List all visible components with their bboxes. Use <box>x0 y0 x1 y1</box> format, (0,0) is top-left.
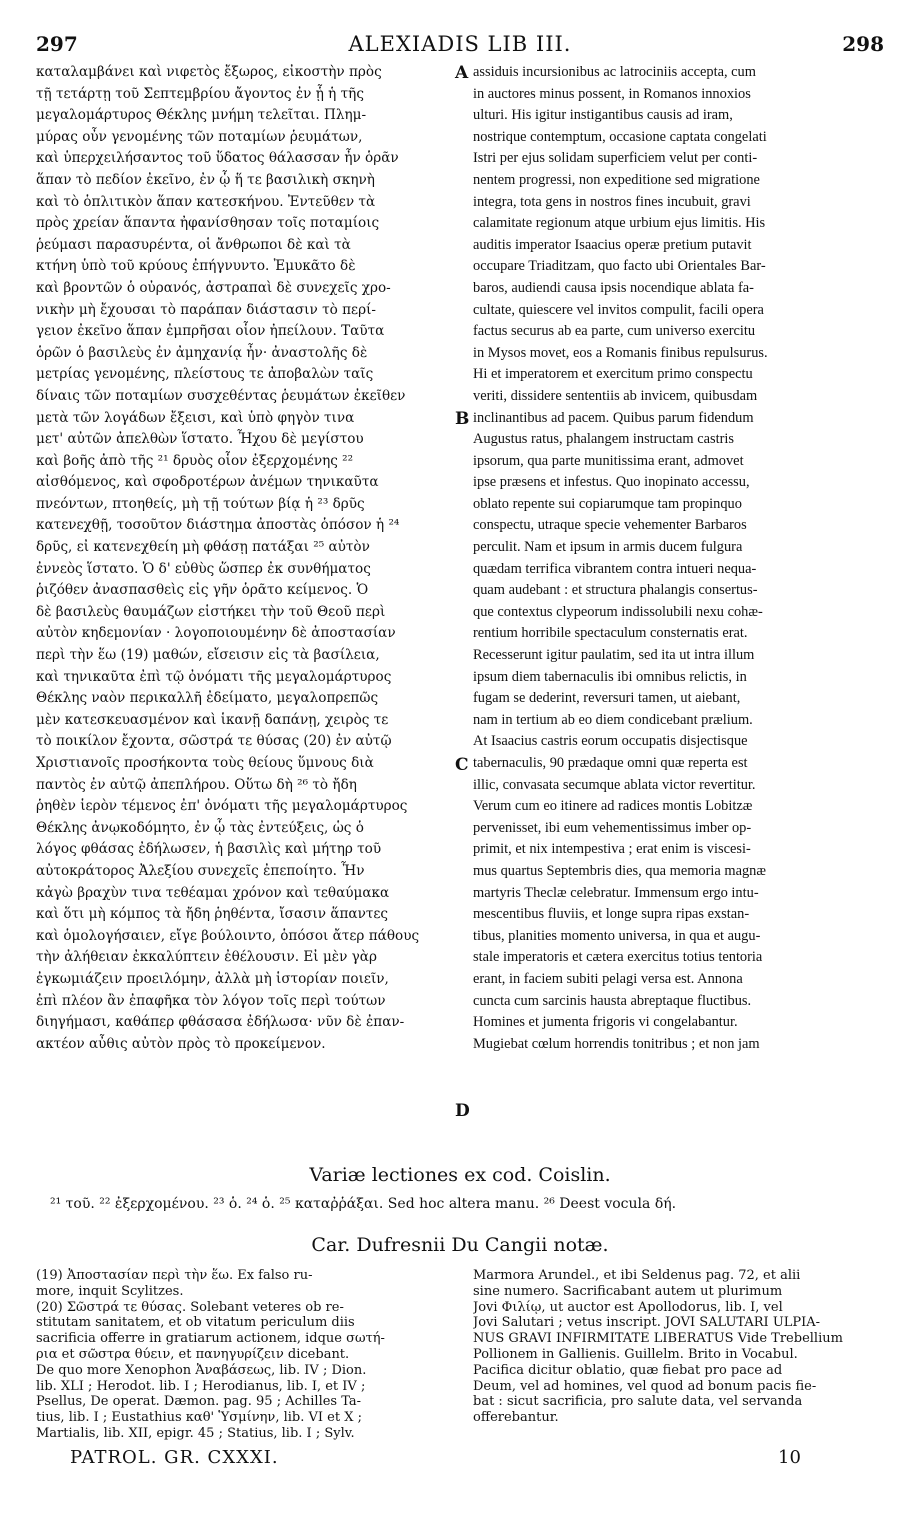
note-line: Deum, vel ad homines, vel quod ad bonum pacis fie- <box>473 1378 817 1394</box>
note-line: Psellus, De operat. Dæmon. pag. 95 ; Achilles Ta- <box>36 1394 362 1410</box>
latin-text-line: quædam terrifica vibrantem contra intueri nequa- <box>473 560 757 577</box>
note-line: lib. XLI ; Herodot. lib. I ; Herodianus, lib. I, et IV ; <box>36 1378 366 1394</box>
greek-text-line: μετὰ τῶν λογάδων ἔξεισι, καὶ ὑπὸ φηγὸν τινα <box>36 409 355 426</box>
greek-text-line: ὁρῶν ὁ βασιλεὺς ἐν ἀμηχανίᾳ ἦν· ἀναστολῆς δὲ <box>36 344 368 361</box>
latin-text-line: Augustus ratus, phalangem instructam castris <box>473 431 734 448</box>
note-line: sacrificia offerre in gratiarum actionem, idque σωτή- <box>36 1331 385 1347</box>
latin-text-line: illic, convasata secumque ablata victor revertitur. <box>473 776 756 793</box>
greek-text-line: Θέκλης ἀνῳκοδόμητο, ἐν ᾧ τὰς ἐντεύξεις, ὡς ὁ <box>36 819 364 836</box>
variae-text: ²¹ τοῦ. ²² ἐξερχομένου. ²³ ὁ. ²⁴ ὁ. ²⁵ καταῤῥάξαι. Sed hoc altera manu. ²⁶ Deest vocula δή. <box>50 1196 677 1212</box>
latin-text-line: auditis imperator Isaacius operæ pretium putavit <box>473 236 752 253</box>
greek-text-line: καὶ ὑπερχειλήσαντος τοῦ ὕδατος θάλασσαν ἦν ὁρᾶν <box>36 150 399 167</box>
greek-text-line: τὴν ἀλήθειαν ἐκκαλύπτειν ἐθέλουσιν. Εἰ μὲν γὰρ <box>36 949 377 966</box>
note-line: NUS GRAVI INFIRMITATE LIBERATUS Vide Trebellium <box>473 1331 843 1347</box>
page-header <box>0 32 920 58</box>
variae-heading: Variæ lectiones ex cod. Coislin. <box>309 1164 611 1186</box>
latin-text-line: cultate, quiescere vel invitos compulit, facili opera <box>473 301 764 318</box>
latin-text-line: Mugiebat cœlum horrendis tonitribus ; et non jam <box>473 1035 760 1052</box>
margin-letter-b: B <box>455 409 470 429</box>
latin-text-line: cuncta cum sarcinis hausta abreptaque fluctibus. <box>473 992 752 1009</box>
greek-text-line: μεγαλομάρτυρος Θέκλης μνήμη τελεῖται. Πλημ- <box>36 107 367 124</box>
latin-text-line: erant, in faciem subiti pelagi versa est. Annona <box>473 970 743 987</box>
latin-text-line: ulturi. His igitur instigantibus causis ad iram, <box>473 107 733 124</box>
greek-text-line: πνεόντων, πτοηθείς, μὴ τῇ τούτων βίᾳ ἡ ²³ δρῦς <box>36 495 365 512</box>
greek-text-line: καὶ βοῆς ἀπὸ τῆς ²¹ δρυὸς οἷον ἐξερχομένης ²² <box>36 452 354 469</box>
latin-text-line: in auctores minus possent, in Romanos innoxios <box>473 85 751 102</box>
greek-text-line: κατενεχθῇ, τοσοῦτον διάστημα ἀποστὰς ὁπόσον ἡ ²⁴ <box>36 517 400 534</box>
latin-text-line: primit, et nix intempestiva ; erat enim is viscesi- <box>473 841 751 858</box>
greek-text-line: παντὸς ἐν αὐτῷ ἀπεπλήρου. Οὕτω δὴ ²⁶ τὸ ἤδη <box>36 776 357 793</box>
note-line: tius, lib. I ; Eustathius καθ' Ὑσμίνην, lib. VI et X ; <box>36 1410 362 1426</box>
latin-text-line: perculit. Nam et ipsum in armis ducem fulgura <box>473 539 743 556</box>
note-line: ρια et σῶστρα θύειν, et πανηγυρίζειν dicebant. <box>36 1346 350 1362</box>
greek-text-line: αὐτὸν κηδεμονίαν · λογοποιουμένην δὲ ἀποστασίαν <box>36 625 396 642</box>
greek-text-line: ακτέον αὖθις αὐτὸν πρὸς τὸ προκείμενον. <box>36 1035 326 1052</box>
note-line: sine numero. Sacrificabant autem ut plurimum <box>473 1283 783 1299</box>
latin-text-line: Verum cum eo itinere ad radices montis Lobitzæ <box>473 798 753 815</box>
note-line: Martialis, lib. XII, epigr. 45 ; Statius, lib. I ; Sylv. <box>36 1425 355 1441</box>
latin-text-line: in Mysos movet, eos a Romanis finibus repulsurus. <box>473 344 768 361</box>
margin-letter-c: C <box>455 755 469 775</box>
greek-text-line: γειον ἐκεῖνο ἅπαν ἐμπρῆσαι οἷον ἠπείλουν. Ταῦτα <box>36 323 385 340</box>
margin-letter-a: A <box>455 63 469 83</box>
greek-text-line: τῇ τετάρτῃ τοῦ Σεπτεμβρίου ἄγοντος ἐν ᾗ ἡ τῆς <box>36 85 364 102</box>
note-line: bat : sicut sacrificia, pro salute data, vel servanda <box>473 1394 803 1410</box>
latin-text-line: martyris Theclæ celebratur. Immensum ergo intu- <box>473 884 759 901</box>
greek-text-line: κἀγὼ βραχὺν τινα τεθέαμαι χρόνον καὶ τεθαύμακα <box>36 884 390 901</box>
latin-text-line: mescentibus fluviis, et longe supra ripas exstan- <box>473 906 750 923</box>
greek-text-line: Χριστιανοῖς προσήκοντα τοὺς θείους ὕμνους διὰ <box>36 755 374 771</box>
latin-text-line: Hi et imperatorem et exercitum primo conspectu <box>473 366 753 383</box>
latin-text-line: Homines et jumenta frigoris vi congelabantur. <box>473 1014 738 1031</box>
notes-right-column <box>473 1268 888 1426</box>
latin-text-line: calamitate regionum atque urbium ejus limitis. His <box>473 215 766 232</box>
greek-text-line: μετ' αὐτῶν ἀπελθὼν ἵστατο. Ἦχου δὲ μεγίστου <box>36 431 364 448</box>
note-line: offerebantur. <box>473 1410 559 1426</box>
latin-text-line: nostrique contemptum, occasione captata congelati <box>473 128 767 145</box>
note-line: Jovi Salutari ; vetus inscript. JOVI SALUTARI ULPIA- <box>473 1315 821 1331</box>
greek-text-column <box>36 62 454 1055</box>
latin-text-line: que contextus clypeorum indissolubili nexu cohæ- <box>473 603 763 620</box>
latin-text-line: stale imperatoris et cætera exercitus totius tentoria <box>473 949 763 966</box>
greek-text-line: δὲ βασιλεὺς θαυμάζων εἱστήκει τὴν τοῦ Θεοῦ περὶ <box>36 603 386 620</box>
greek-text-line: καὶ ὁμολογήσαιεν, εἴγε βούλοιντο, ὁπόσοι ἄτερ πάθους <box>36 927 420 944</box>
greek-text-line: ἅπαν τὸ πεδίον ἐκεῖνο, ἐν ᾧ ἥ τε βασιλικὴ σκηνὴ <box>36 171 375 188</box>
latin-text-line: quam audebant : et structura phalangis consertus- <box>473 582 758 599</box>
note-line: Jovi Φιλίῳ, ut auctor est Apollodorus, lib. I, vel <box>473 1299 783 1315</box>
greek-text-line: νικὴν μὴ ἔχουσαι τὸ παράπαν διάστασιν τὸ περί- <box>36 301 377 318</box>
greek-text-line: δρῦς, εἰ κατενεχθείη μὴ φθάσῃ πατάξαι ²⁵ αὐτὸν <box>36 539 370 556</box>
latin-text-line: inclinantibus ad pacem. Quibus parum fidendum <box>473 409 754 426</box>
greek-text-line: καταλαμβάνει καὶ νιφετὸς ἔξωρος, εἰκοστὴν πρὸς <box>36 64 382 80</box>
latin-text-line: baros, audiendi causa ipsis nocendique ablata fa- <box>473 279 754 296</box>
greek-text-line: κτήνη ὑπὸ τοῦ κρύους ἐπήγνυντο. Ἐμυκᾶτο δὲ <box>36 258 356 275</box>
greek-text-line: ἐπὶ πλέον ἂν ἐπαφῆκα τὸν λόγον τοῖς περὶ τούτων <box>36 992 386 1009</box>
greek-text-line: ῥεύμασι παρασυρέντα, οἱ ἄνθρωποι δὲ καὶ τὰ <box>36 236 351 253</box>
latin-text-line: integra, tota gens in nostros fines incubuit, gravi <box>473 193 751 210</box>
latin-text-column <box>473 62 885 1055</box>
greek-text-line: καὶ τὸ ὁπλιτικὸν ἅπαν κατεσκήνου. Ἐντεῦθεν τὰ <box>36 193 376 210</box>
greek-text-line: αἰσθόμενος, καὶ σφοδροτέρων ἀνέμων τηνικαῦτα <box>36 474 379 491</box>
greek-text-line: ἐννεὸς ἵστατο. Ὁ δ' εὐθὺς ὥσπερ ἐκ συνθήματος <box>36 560 371 577</box>
greek-text-line: πρὸς χρείαν ἅπαντα ἠφανίσθησαν τοῖς ποταμίοις <box>36 215 380 232</box>
latin-text-line: nentem progressi, non expeditione sed migratione <box>473 171 760 188</box>
latin-text-line: nam in tertium ab eo diem condicebant prælium. <box>473 711 753 728</box>
latin-text-line: Istri per ejus solidam superficiem velut per conti- <box>473 150 758 167</box>
latin-text-line: conspectu, utraque specie vehementer Barbaros <box>473 517 747 534</box>
latin-text-line: pervenisset, ibi eum vehementissimus imber op- <box>473 819 752 836</box>
note-line: (20) Σῶστρά τε θύσας. Solebant veteres ob re- <box>36 1299 344 1315</box>
margin-letter-d: D <box>455 1101 470 1121</box>
note-line: Marmora Arundel., et ibi Seldenus pag. 72, et alii <box>473 1268 801 1283</box>
greek-text-line: καὶ ὅτι μὴ κόμπος τὰ ἤδη ῥηθέντα, ἴσασιν ἅπαντες <box>36 906 389 923</box>
note-line: more, inquit Scylitzes. <box>36 1283 184 1299</box>
latin-text-line: ipsum diem tabernaculis ibi omnibus relictis, in <box>473 668 747 685</box>
greek-text-line: καὶ τηνικαῦτα ἐπὶ τῷ ὀνόματι τῆς μεγαλομάρτυρος <box>36 668 392 685</box>
greek-text-line: ῥηθὲν ἱερὸν τέμενος ἐπ' ὀνόματι τῆς μεγαλομάρτυρος <box>36 798 408 815</box>
note-line: Pacifica dicitur oblatio, quæ fiebat pro pace ad <box>473 1362 783 1378</box>
latin-text-line: tibus, planities momento universa, in qua et augu- <box>473 927 761 944</box>
footer-signature: 10 <box>778 1447 801 1468</box>
latin-text-line: mus quartus Septembris dies, qua memoria magnæ <box>473 862 766 879</box>
greek-text-line: ῥιζόθεν ἀνασπασθεὶς εἰς γῆν ὁρᾶτο κείμενος. Ὁ <box>36 582 369 599</box>
notes-heading: Car. Dufresnii Du Cangii notæ. <box>311 1234 609 1256</box>
greek-text-line: διηγήμασι, καθάπερ φθάσασα ἐδήλωσα· νῦν δὲ ἐπαν- <box>36 1014 405 1031</box>
latin-text-line: ipsorum, qua parte munitissima erant, admovet <box>473 452 744 469</box>
greek-text-line: μύρας οὖν γενομένης τῶν ποταμίων ῥευμάτων, <box>36 128 363 145</box>
latin-text-line: assiduis incursionibus ac latrociniis accepta, cum <box>473 64 756 80</box>
greek-text-line: τὸ ποικίλον ἔχοντα, σῶστρά τε θύσας (20) ἐν αὐτῷ <box>36 733 392 750</box>
greek-text-line: Θέκλης ναὸν περικαλλῆ ἐδείματο, μεγαλοπρεπῶς <box>36 690 379 707</box>
greek-text-line: ἐγκωμιάζειν προειλόμην, ἀλλὰ μὴ ἱστορίαν ποιεῖν, <box>36 970 389 987</box>
note-line: stitutam sanitatem, et ob vitatum periculum diis <box>36 1315 355 1331</box>
greek-text-line: μετρίας γενομένης, πλείστους τε ἀποβαλὼν ταῖς <box>36 366 374 383</box>
page-number-right: 298 <box>842 32 884 56</box>
greek-text-line: μὲν κατεσκευασμένον καὶ ἱκανῇ δαπάνῃ, χειρὸς τε <box>36 711 389 728</box>
greek-text-line: περὶ τὴν ἕω (19) μαθών, εἴσεισιν εἰς τὰ βασίλεια, <box>36 647 380 664</box>
greek-text-line: λόγος φθάσας ἐδήλωσεν, ἡ βασιλὶς καὶ μήτηρ τοῦ <box>36 841 382 858</box>
latin-text-line: At Isaacius castris eorum occupatis disjectisque <box>473 733 748 750</box>
greek-text-line: δίναις τῶν ποταμίων συσχεθέντας ῥευμάτων ἐκεῖθεν <box>36 387 406 404</box>
latin-text-line: ipse præsens et infestus. Quo inopinato accessu, <box>473 474 750 491</box>
latin-text-line: oblato repente sui copiarumque tam propinquo <box>473 495 742 512</box>
latin-text-line: veriti, dissidere sententiis ab invicem, quibusdam <box>473 387 758 404</box>
latin-text-line: tabernaculis, 90 prædaque omni quæ reperta est <box>473 755 748 771</box>
latin-text-line: factus securus ab ea parte, cum universo exercitu <box>473 323 756 340</box>
latin-text-line: fugam se dederint, reversuri tamen, ut aiebant, <box>473 690 741 707</box>
latin-text-line: Recesserunt igitur paulatim, sed ita ut intra illum <box>473 647 755 664</box>
greek-text-line: καὶ βροντῶν ὁ οὐρανός, ἀστραπαὶ δὲ συνεχεῖς χρο- <box>36 279 391 296</box>
note-line: (19) Ἀποστασίαν περὶ τὴν ἕω. Ex falso ru- <box>36 1268 313 1283</box>
latin-text-line: rentium horribile spectaculum consternatis erat. <box>473 625 748 642</box>
note-line: De quo more Xenophon Ἀναβάσεως, lib. IV ; Dion. <box>36 1362 367 1378</box>
note-line: Pollionem in Gallienis. Guillelm. Brito in Vocabul. <box>473 1346 798 1362</box>
greek-text-line: αὐτοκράτορος Ἀλεξίου συνεχεῖς ἐπεποίητο. Ἦν <box>36 862 365 879</box>
page-number-left: 297 <box>36 32 78 56</box>
footer-series: PATROL. GR. CXXXI. <box>70 1447 279 1468</box>
running-title: ALEXIADIS LIB III. <box>348 32 572 56</box>
notes-left-column <box>36 1268 458 1442</box>
latin-text-line: occupare Triaditzam, quo facto ubi Orientales Bar- <box>473 258 766 275</box>
